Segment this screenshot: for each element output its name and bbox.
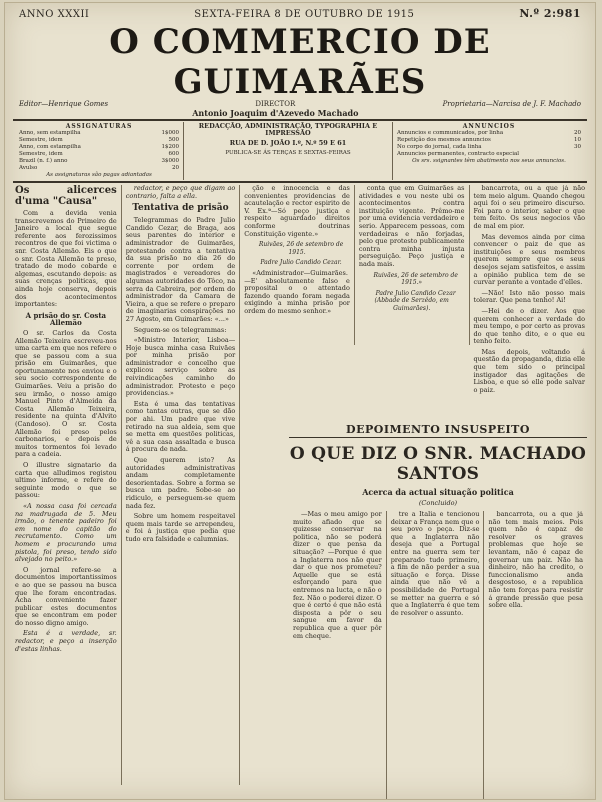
director-label: DIRECTOR — [255, 100, 296, 108]
article-paragraph: Com a devida venia transcrevemos do Primeiro de Janeiro a local que segue referente aos ferozissimos recontros de que foi victima o snr. Costa Allemão. Eis o que o snr. Costa Allemão te preso, tratado de modo cobarde e algemas, escutando depois: as suas crenças politicas, que ainda hoje conserva, depois dos acontecimentos importantes: — [15, 209, 117, 309]
article-paragraph: Mas depois, voltando á questão da propaganda, dizia elle que tem sido o principal instigador das agitações de Lisboa, e que só elle pode salvar o paiz. — [473, 347, 585, 394]
year-label: ANNO XXXII — [19, 9, 90, 20]
subscription-row — [19, 144, 179, 151]
deposition-headline: O QUE DIZ O SNR. MACHADO SANTOS — [289, 444, 587, 484]
article-paragraph: O sr. Carlos da Costa Allemão Teixeira escreveu-nos uma carta em que nos refere o que se passou com a sua prisão em Guimarães, que oportunamente nos enviou e o seu socio correspondente de Guimarães. Veiu a prisão do seu irmão, o nosso amigo Manuel Pinto d'Almeida da Costa Allemão Teixeira, residente na quinta d'Alvito (Candoso). O sr. Costa Allemão foi preso pelos carbonarios, e depois de muitos tormentos foi levado para a cadeia. — [15, 328, 117, 459]
deposition-columns — [289, 511, 587, 800]
deposition-title: DEPOIMENTO INSUSPEITO — [289, 423, 587, 438]
ad-price: 30 — [574, 144, 581, 150]
article-signature: Padre Julio Candido Cezar (Abbade de Serzêdo, em Guimarães). — [374, 289, 456, 312]
deposition-column-1 — [289, 511, 387, 800]
editor-label: Editor—Henrique Gomes — [19, 100, 109, 108]
article-paragraph: conta que em Guimarães as atividades e vou neste ubi os acontecimentos contra instituição vigente. Prêmo-me por uma evidencia verdadeiro e serio. Apparecem pessoas, com verdadeiras e não forjadas, pelo que protesto publicamente contra minha injusta perseguição. Peço justiça e nada mais. — [358, 185, 465, 268]
article-paragraph: O jornal refere-se a documentos importantissimos e ao que se passou na busca que lhe foram encontradas. Acha conveniente fazer publicar estes documentos que se encontram em poder do nosso digno amigo. — [15, 565, 117, 627]
ad-row — [397, 130, 581, 137]
office-box — [184, 122, 393, 180]
article-paragraph: —Não! Isto não posso mais tolerar. Que pena tenho! Ai! — [473, 288, 585, 305]
article-headline: Tentativa de prisão — [132, 203, 229, 214]
article-paragraph: Esta é uma das tentativas como tantas outras, que se dão por ahi. Um padre que vive retirado na sua aldeia, sem que se metta em questões politicas, vê a sua casa assaltada e busca á procura de nada. — [125, 399, 236, 454]
article-paragraph: Que querem isto? As autoridades administrativas andam completamente desorientadas. Sobre a forma se busca um padre. Sobe-se ao ridiculo, e perseguem-se quem nada fez. — [125, 456, 236, 510]
deposition-subheadline: Acerca da actual situação politica — [362, 487, 514, 497]
newspaper-page — [4, 2, 596, 800]
subscription-row — [19, 137, 179, 144]
article-paragraph: Telegrammas do Padre Julio Candido Cezar, de Braga, aos seus parentes do interior e administrador de Guimarães, protestando contra a tentativa da sua prisão no dia 26 do corrente por ordem de magistrados e vereadores do algumas autoridades do Tôco, na serra da Cabreira, por ordem do administrador da Camara de Vieira, a que se refere o preparo de imaginarias conspirações no 27 Agosto, em Guimarães: «...» — [125, 216, 236, 323]
subscription-price: 20 — [172, 165, 179, 171]
article-paragraph: Mas devemos ainda por cima convencer o paiz de que as instituições e seus membros querem sempre que os seus desejos sejam satisfeitos, e assim a opinião publica tem de se curvar perante a vontade d'elles. — [473, 232, 585, 287]
director-row — [5, 100, 595, 118]
deposition-column-2 — [387, 511, 485, 800]
publication-days: PUBLICA-SE ÁS TERÇAS E SEXTAS-FEIRAS — [225, 150, 351, 156]
article-signature: Ruivães, 26 de setembro de 1915.» — [373, 271, 458, 287]
article-headline: Os alicerces d'uma "Causa" — [15, 185, 117, 207]
ad-label: Annuncios e communicados, por linha — [397, 130, 504, 136]
article-paragraph: Esta é a verdade, sr. redactor, e peço a inserção d'estas linhas. — [15, 629, 117, 653]
subscription-price: 500 — [168, 137, 179, 143]
subscription-price: 3$000 — [161, 158, 179, 164]
masthead-title: O COMMERCIO DE GUIMARÃES — [109, 22, 491, 102]
column-2 — [122, 185, 241, 785]
article-paragraph: bancarrota, ou a que já não tem meio algum. Quando chegou aqui foi o seu primeiro discurso. Foi para o interior, saber o que tem feito. Os seus negocios vão de mal em pior. — [473, 185, 585, 230]
article-signature: Padre Julio Candido Cezar. — [260, 259, 342, 267]
owner-label: Proprietaria—Narcisa de J. F. Machado — [442, 100, 581, 108]
subscription-row — [19, 165, 179, 172]
header-top-line — [5, 3, 595, 20]
ad-label: Annuncios permanentes, contracto especial — [397, 151, 520, 157]
article-quote: «A nossa casa foi cercada na madrugada de 5. Meu irmão, o tenente padeiro foi em nome do capitão do recrutamento. Como um homem e procurando uma pistola, foi preso, tendo sido alvejado no peito.» — [15, 501, 117, 564]
ads-box — [393, 122, 585, 180]
deposition-note: (Concluido) — [418, 499, 458, 507]
article-paragraph: «Ministro Interior, Lisboa—Hoje busca minha casa Ruivães por minha prisão por administrador e concelho que explicou serviço sobre as reivindicações caminho do administrador. Protesto e peço providencias.» — [125, 336, 236, 398]
ad-price: 10 — [574, 137, 581, 143]
director-name: Antonio Joaquim d'Azevedo Machado — [192, 108, 359, 118]
subscription-row — [19, 151, 179, 158]
subscription-price: 1$000 — [161, 130, 179, 136]
article-paragraph: bancarrota, ou a que já não tem mais meios. Pois quem não é capaz de resolver os graves problemas que hoje se levantam, não é capaz de governar um paiz. Não ha dinheiro, não ha credito, o funccionalismo anda desgostoso, e a republica não tem forças para resistir á grande pressão que pesa sobre ella. — [488, 511, 583, 610]
subscription-price: 1$200 — [161, 144, 179, 150]
deposition-column-3 — [484, 511, 587, 800]
ad-label: Repetição dos mesmos annuncios — [397, 137, 491, 143]
ad-row — [397, 151, 581, 158]
ad-label: No corpo do jornal, cada linha — [397, 144, 482, 150]
subscriptions-title: ASSIGNATURAS — [65, 123, 133, 130]
ads-note: Os srs. ssignantes têm abatimento nos seus annuncios. — [412, 158, 566, 164]
subscription-price: 600 — [168, 151, 179, 157]
article-paragraph: —Mas o meu amigo por muito afiado que se quizesse conservar na politica, não se poderá dizer o que pensa da situação? —Porque é que a Inglaterra nos não quer dar o que nos prometeu? Aquelle que se está esforçando para que entremos na lucta, e não o fez. Não o poderei dizer. O que é certo é que não está disposta a pôr o seu sangue em favor da republica que a quer pôr em cheque. — [293, 511, 382, 640]
article-paragraph: «Administrador—Guimarães.—E' absolutamente falso e proposital o o attentado fazendo quando foram negada exigindo a minha prisão por ordem do mesmo senhor.» — [244, 268, 350, 315]
issue-number: N.º 2:981 — [519, 7, 581, 20]
subscription-label: Brazil (n. f.) anno — [19, 158, 68, 164]
subscription-label: Avulso — [19, 165, 38, 171]
article-paragraph: —Hei de o dizer. Aos que querem conhecer a verdade do meu tempo, e por certo as provas do que tenho dito, e o que eu tenho feito. — [473, 306, 585, 346]
column-3 — [240, 185, 355, 345]
subscriptions-note: As assignaturas são pagas adiantadas — [46, 172, 152, 178]
article-paragraph: Seguem-se os telegrammas: — [133, 325, 227, 334]
header-rule — [13, 119, 587, 121]
date-label: SEXTA-FEIRA 8 DE OUTUBRO DE 1915 — [194, 9, 415, 20]
deposition-article — [289, 423, 587, 800]
subscription-label: Semestre, idem — [19, 137, 63, 143]
article-paragraph: O illustre signatario da carta que alludimos registou ultimo informe, e refere do seguinte modo o que se passou: — [15, 461, 117, 500]
ad-price: 20 — [574, 130, 581, 136]
article-paragraph: Sobre um homem respeitavel quem mais tarde se arrependeu, e foi á justiça que pedia que tudo era falsidade e calumnias. — [125, 512, 236, 543]
ads-title: ANNUNCIOS — [462, 123, 516, 130]
column-1 — [11, 185, 122, 785]
ad-row — [397, 137, 581, 144]
office-address: RUA DE D. JOÃO I.º, N.º 59 E 61 — [229, 139, 347, 147]
info-band — [5, 122, 595, 180]
ad-row — [397, 144, 581, 151]
subscription-label: Anno, sem estampilha — [19, 130, 81, 136]
subscription-label: Anno, com estampilha — [19, 144, 81, 150]
director-block — [192, 100, 358, 118]
info-rule — [13, 181, 587, 183]
subscriptions-box — [15, 122, 184, 180]
subscription-row — [19, 158, 179, 165]
article-paragraph: tre a Italia e tencionou deixar a França nem que o seu povo o peça. Diz-se que a Inglaterra não deseja que a Portugal entre na guerra sem ter preparado tudo primeiro, a fim de não perder a sua situação e força. Disse ainda que não vê a possibilidade de Portugal se metter na guerra e só que a Inglaterra é que tem de resolver o assunto. — [390, 511, 480, 617]
office-label: REDACÇÃO, ADMINISTRAÇÃO, TYPOGRAPHIA E IMPRESSÃO — [198, 122, 378, 137]
article-paragraph: redactor, e peço que digam ao contrario, falta a ella. — [125, 185, 236, 200]
article-signature: Ruivães, 26 de setembro de 1915. — [258, 241, 344, 256]
article-subheading: A prisão do sr. Costa Allemão — [25, 310, 107, 328]
subscription-label: Semestre, idem — [19, 151, 63, 157]
subscription-row — [19, 130, 179, 137]
column-4 — [355, 185, 470, 345]
article-paragraph: ção e innocencia e das convenientes providencias de acautelação e rector espirito de V. Ex.ª—Só peço justiça e respeito aguardado direitos conforme doutrinas Constituição vigente.» — [244, 185, 350, 238]
